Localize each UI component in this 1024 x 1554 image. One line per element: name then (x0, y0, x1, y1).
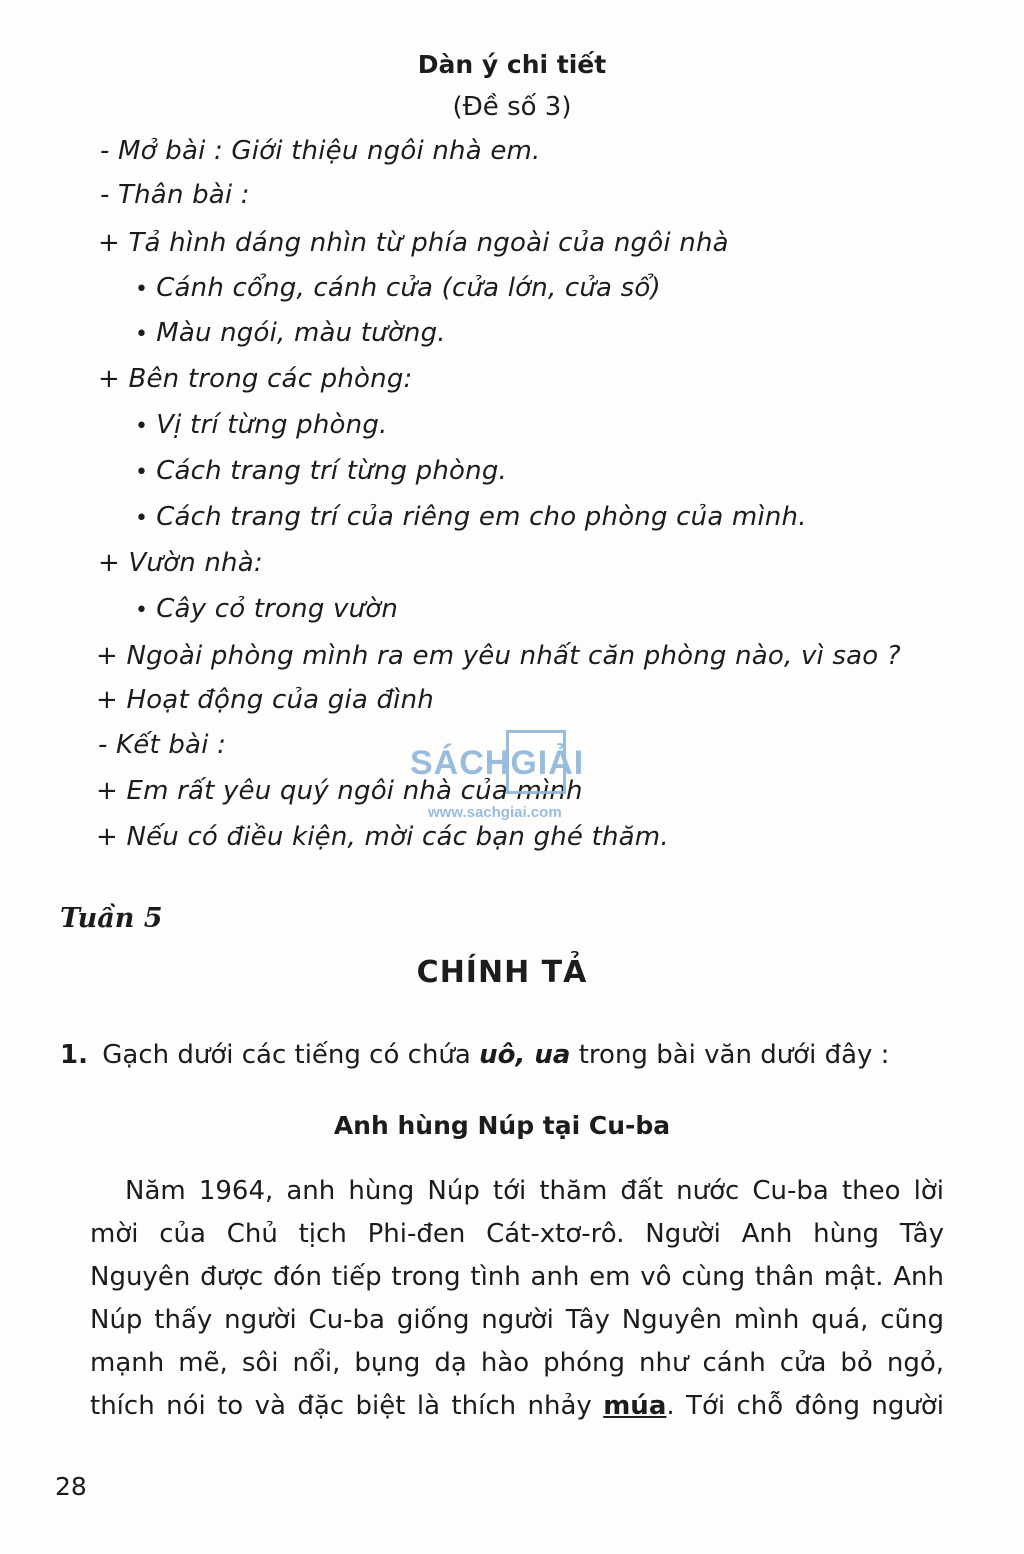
underlined-word: múa (603, 1391, 667, 1421)
story-line-last (90, 1391, 944, 1421)
watermark-url: www.sachgiai.com (428, 804, 562, 821)
outline-line: + Hoạt động của gia đình (96, 685, 434, 715)
watermark (410, 728, 620, 828)
outline-line: - Mở bài : Giới thiệu ngôi nhà em. (100, 136, 541, 166)
exercise-instruction (60, 1040, 889, 1070)
outline-line: + Ngoài phòng mình ra em yêu nhất căn phòng nào, vì sao ? (96, 641, 901, 671)
story-line: mời của Chủ tịch Phi-đen Cát-xtơ-rô. Người Anh hùng Tây (90, 1219, 944, 1249)
outline-line: + Nếu có điều kiện, mời các bạn ghé thăm. (96, 822, 669, 852)
story-text: thích nói to và đặc biệt là thích nhảy (90, 1391, 592, 1421)
story-title: Anh hùng Núp tại Cu-ba (333, 1111, 671, 1140)
story-line: Nguyên được đón tiếp trong tình anh em vô cùng thân mật. Anh (90, 1262, 944, 1292)
story-line: Núp thấy người Cu-ba giống người Tây Nguyên mình quá, cũng (90, 1305, 944, 1335)
watermark-brand: SÁCHGIẢI (410, 744, 585, 782)
outline-title: Dàn ý chi tiết (417, 50, 607, 79)
outline-bullet-line: • Cây cỏ trong vườn (135, 594, 398, 624)
outline-bullet-line: • Cách trang trí của riêng em cho phòng của mình. (135, 502, 807, 532)
page-number: 28 (55, 1472, 87, 1501)
story-line: mạnh mẽ, sôi nổi, bụng dạ hào phóng như cánh cửa bỏ ngỏ, (90, 1348, 944, 1378)
outline-bullet-line: • Màu ngói, màu tường. (135, 318, 446, 348)
outline-line: + Vườn nhà: (98, 548, 263, 578)
section-title: CHÍNH TẢ (416, 955, 588, 990)
outline-line: + Tả hình dáng nhìn từ phía ngoài của ngôi nhà (98, 228, 729, 258)
exercise-text-before: Gạch dưới các tiếng có chứa (102, 1040, 471, 1070)
outline-bullet-line: • Cách trang trí từng phòng. (135, 456, 507, 486)
week-label: Tuần 5 (60, 903, 163, 934)
exercise-text-after: trong bài văn dưới đây : (578, 1040, 890, 1070)
outline-line: + Bên trong các phòng: (98, 364, 413, 394)
outline-subtitle: (Đề số 3) (452, 92, 572, 122)
outline-bullet-line: • Cánh cổng, cánh cửa (cửa lớn, cửa sổ) (135, 273, 661, 303)
outline-line: - Kết bài : (98, 730, 227, 760)
outline-line: + Em rất yêu quý ngôi nhà của mình (96, 776, 583, 806)
story-line: Năm 1964, anh hùng Núp tới thăm đất nước Cu-ba theo lời (125, 1176, 944, 1206)
story-text: . Tới chỗ đông người (666, 1391, 944, 1421)
outline-line: - Thân bài : (100, 180, 250, 210)
exercise-emphasis: uô, ua (479, 1040, 571, 1070)
outline-bullet-line: • Vị trí từng phòng. (135, 410, 388, 440)
exercise-number: 1. (60, 1040, 88, 1070)
